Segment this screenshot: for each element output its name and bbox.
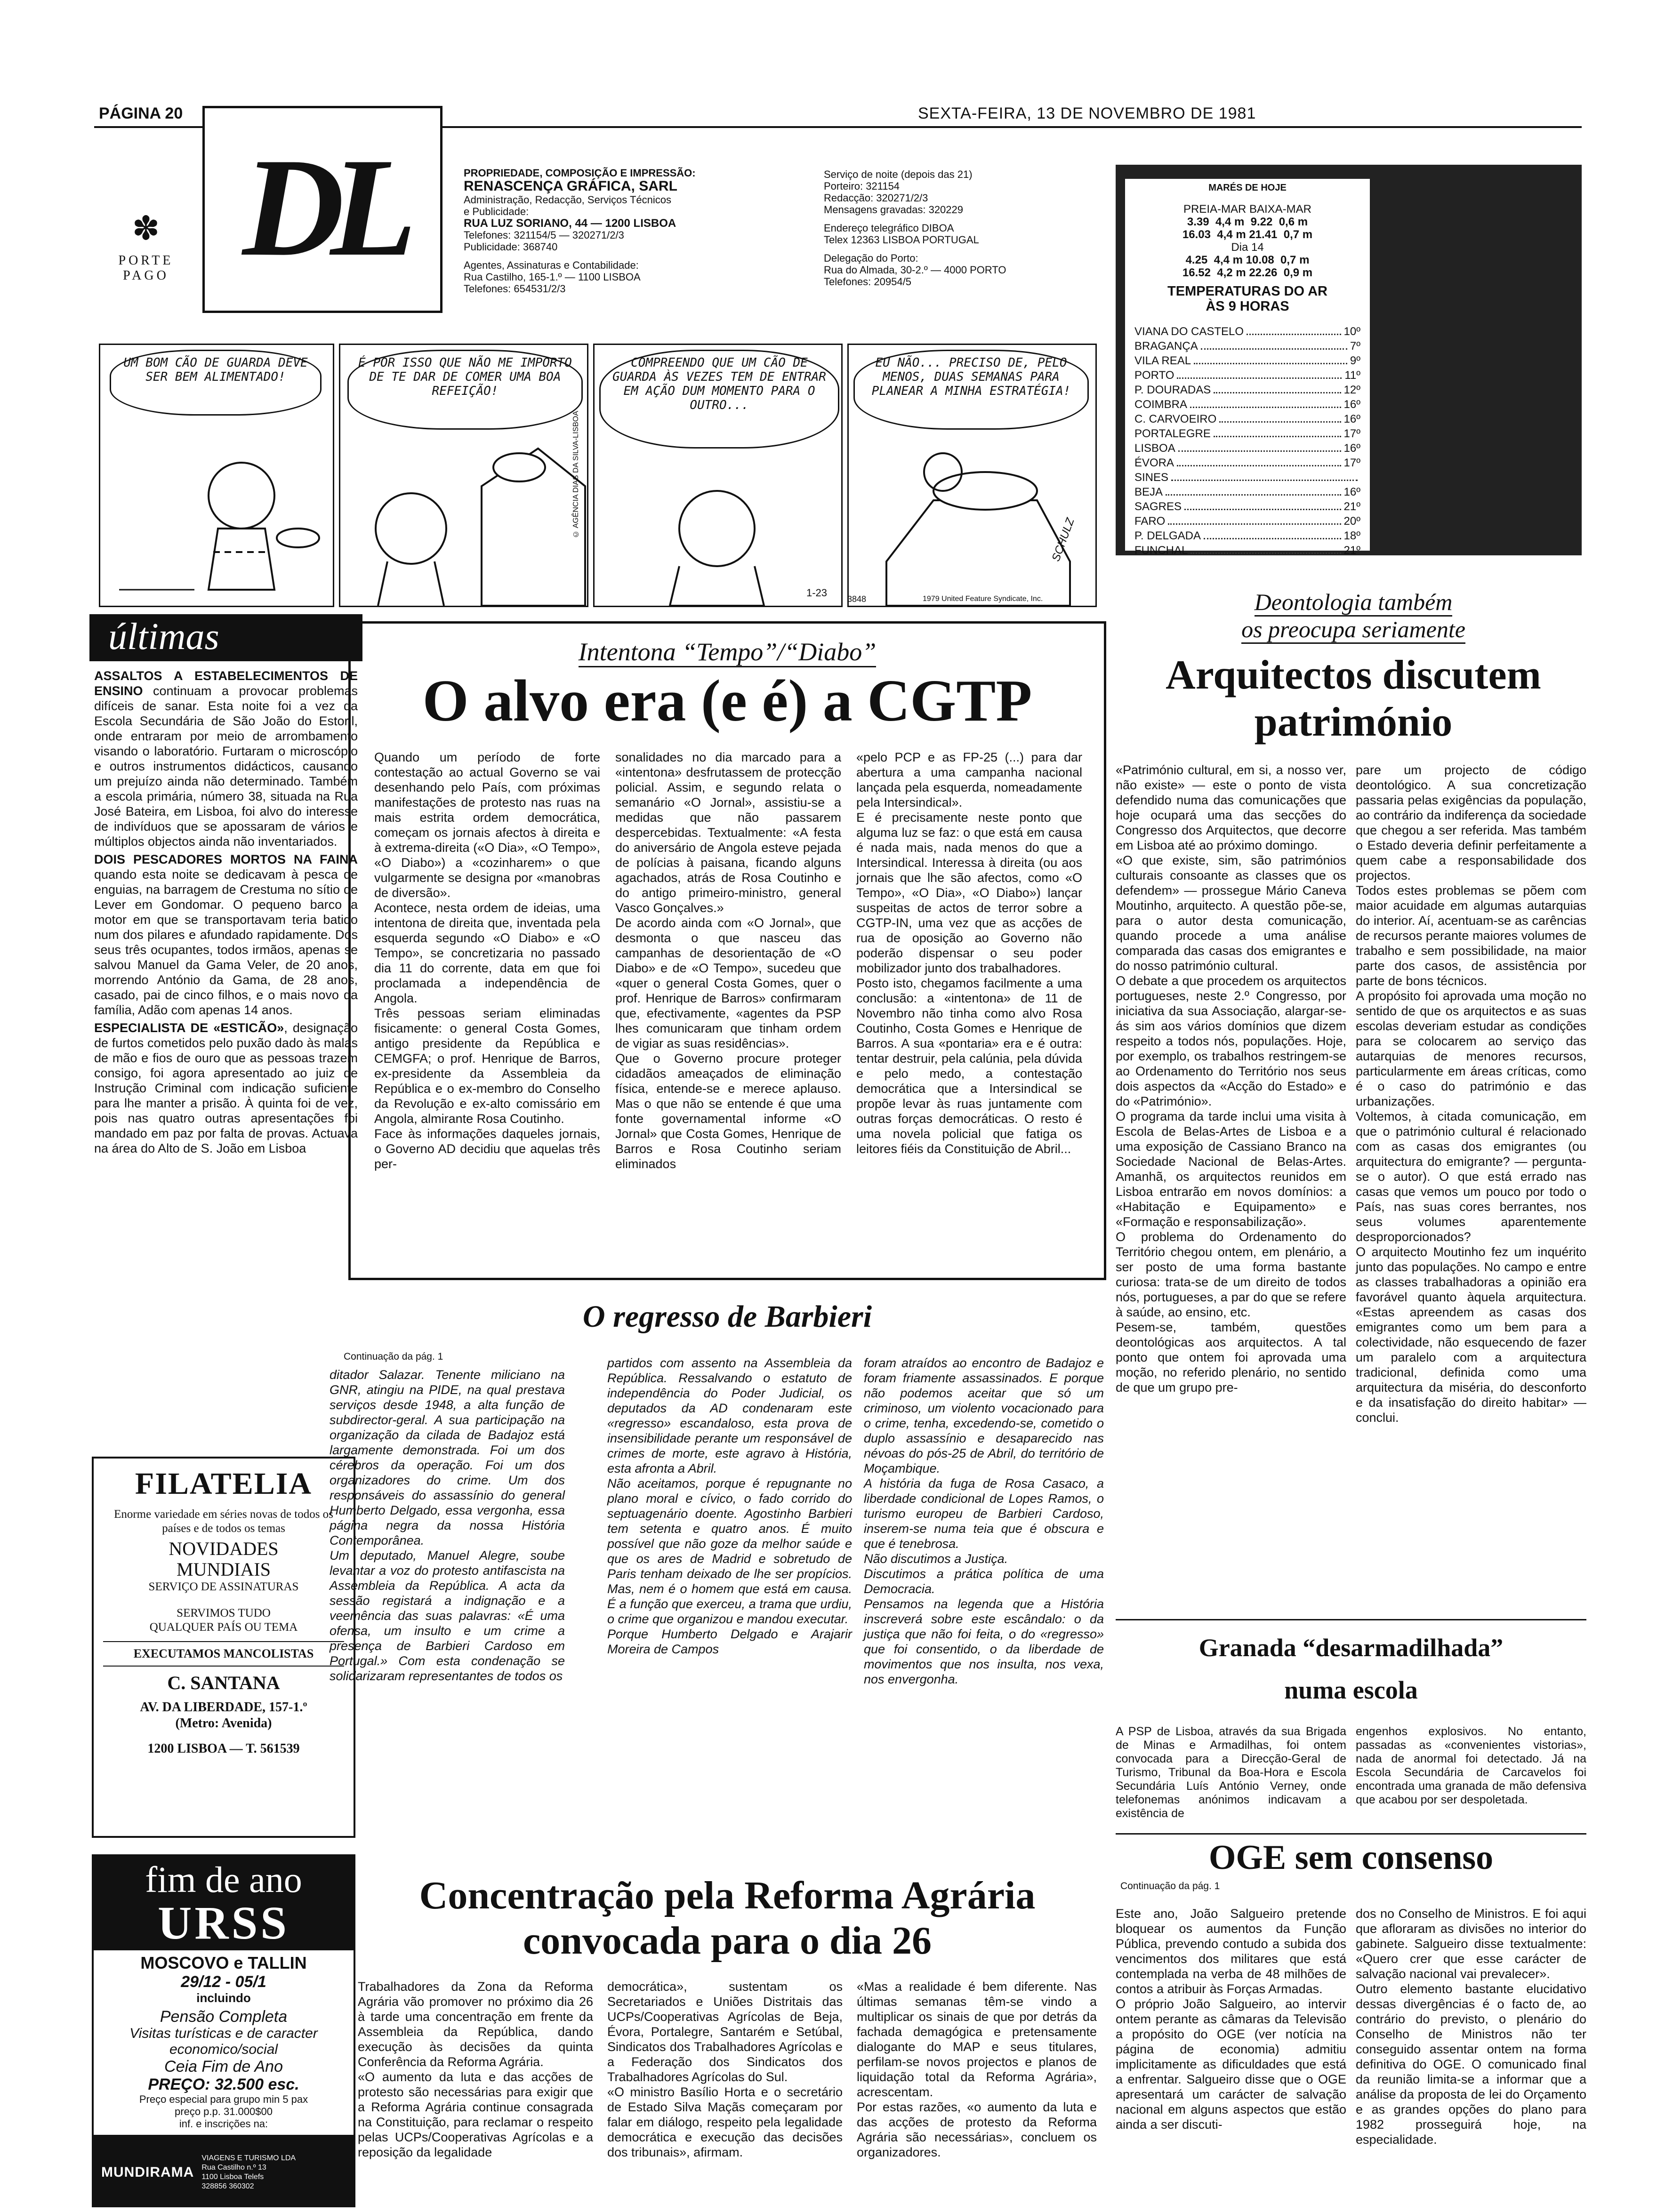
night-service: Serviço de noite (depois das 21) (824, 168, 973, 180)
filatelia-text: MUNDIAIS (177, 1559, 271, 1580)
temp-row: P. DOURADAS 12º (1134, 384, 1360, 396)
filatelia-text: SERVIÇO DE ASSINATURAS (148, 1580, 299, 1593)
admin-line-1: Administração, Redacção, Serviços Técnicos (464, 194, 672, 206)
porto-address: Rua do Almada, 30-2.º — 4000 PORTO (824, 264, 1006, 276)
ultimas-body (94, 668, 358, 1156)
tides-header: PREIA-MAR BAIXA-MAR (1183, 203, 1312, 216)
granada-headline-line-1: Granada “desarmadilhada” (1199, 1634, 1504, 1662)
filatelia-divider (103, 1641, 344, 1642)
filatelia-text: 1200 LISBOA — T. 561539 (147, 1741, 300, 1756)
comic-panel-3 (593, 344, 843, 607)
tide-row: 4.25 4,4 m 10.08 0,7 m (1185, 254, 1310, 266)
agraria-headline-line-2: convocada para o dia 26 (523, 1919, 932, 1963)
comic-panel-2 (339, 344, 588, 607)
filatelia-text: C. SANTANA (167, 1672, 280, 1693)
filatelia-ad (92, 1457, 355, 1838)
filatelia-text: SERVIMOS TUDO (177, 1607, 271, 1619)
speech-bubble: COMPREENDO QUE UM CÃO DE GUARDA ÀS VEZES TEM DE ENTRAR EM AÇÃO DUM MOMENTO PARA O OUTRO... (599, 350, 839, 449)
publicity-line: Publicidade: 368740 (464, 241, 558, 253)
barbieri-col-1: ditador Salazar. Tenente miliciano na GNR, atingiu na PIDE, na qual prestava serviços desde 1948, a alta função de subdirector-geral. A sua participação na organização da cilada de Badajoz está largamente demonstrada. Foi um dos cérebros da operação. Foi um dos organizadores do crime. Um dos responsáveis do assassínio do general Humberto Delgado, essa vergonha, essa página negra da nossa História Contemporânea. Um deputado, Manuel Alegre, soube levantar a voz do protesto antifascista na Assembleia da República. A acta da sessão registará a indignação e a veemência das suas palavras: «É uma ofensa, um insulto e um crime a presença de Barbieri Cardoso em Portugal.» Com esta condenação se solidarizaram representantes de todos os (330, 1368, 565, 1683)
temp-row: PORTO 11º (1134, 369, 1360, 382)
address-line: RUA LUZ SORIANO, 44 — 1200 LISBOA (464, 217, 676, 230)
temp-row: SAGRES 21º (1134, 500, 1360, 513)
urss-text: 29/12 - 05/1 (181, 1973, 266, 1991)
agents-address: Rua Castilho, 165-1.º — 1100 LISBOA (464, 271, 641, 283)
comic-panel-1 (99, 344, 334, 607)
speech-bubble: EU NÃO... PRECISO DE, PELO MENOS, DUAS SEMANAS PARA PLANEAR A MINHA ESTRATÉGIA! (853, 350, 1089, 430)
dl-logo: DL (242, 129, 402, 285)
oge-col-2: dos no Conselho de Ministros. E foi aqui que afloraram as divisões no interior do gabinete. Salgueiro disse textualmente: «Quero crer que esse carácter de salvação nacional vai prevalecer». Outro elemento bastante elucidativo dessas divergências é o facto de, ao contrário do previsto, o plenário do Conselho de Ministros não ter conseguido assentar ontem na forma definitiva do OGE. O comunicado final da reunião limita-se a informar que a análise da proposta de lei do Orçamento e as grandes opções do plano para 1982 prosseguirá hoje, na especialidade. (1356, 1907, 1586, 2147)
cgtp-col-2: sonalidades no dia marcado para a «intentona» desfrutassem de protecção policial. Assim, e segundo relata o semanário «O Jornal», assistiu-se a medidas que não passarem despercebidas. Textualmente: «A festa do aniversário de Angola esteve pejada de polícias à paisana, ficando alguns agachados, atrás de Rosa Coutinho e do antigo primeiro-ministro, general Vasco Gonçalves.» De acordo ainda com «O Jornal», que desmonta o que nasceu das campanhas de desorientação de «O Diabo» e de «O Tempo», sucedeu que «quer o general Costa Gomes, quer o prof. Henrique de Barros» confirmaram que, efectivamente, «agentes da PSP lhes comunicaram que tinham ordem de vigiar as suas residências». Que o Governo procure proteger cidadãos ameaçados de eliminação física, entende-se e merece aplauso. Mas o que não se entende é que uma fonte governamental informe «O Jornal» que Costa Gomes, Henrique de Barros e Rosa Coutinho seriam eliminados (615, 750, 841, 1171)
weather-box (1125, 179, 1370, 557)
cgtp-col-1: Quando um período de forte contestação ao actual Governo se vai desenhando pelo País, com próximas manifestações de protesto nas ruas na mais estrita ordem democrática, começam os jornais afectos à direita e à extrema-direita («O Dia», «O Tempo», «O Diabo») a «cozinharem» o que vulgarmente se designa por «manobras de diversão». Acontece, nesta ordem de ideias, uma intentona de direita que, inventada pela esquerda segundo «O Diabo» e «O Tempo», se concretizaria no passado dia 11 do corrente, data em que foi proclamada a independência de Angola. Três pessoas seriam eliminadas fisicamente: o general Costa Gomes, antigo presidente da República e CEMGFA; o prof. Henrique de Barros, ex-presidente da Assembleia da República e o ex-membro do Conselho da Revolução e ex-alto comissário em Angola, almirante Rosa Coutinho. Face às informações daqueles jornais, o Governo AD decidiu que aquelas três per- (374, 750, 600, 1171)
agents-label: Agentes, Assinaturas e Contabilidade: (464, 259, 639, 271)
ultimas-item: ASSALTOS A ESTABELECIMENTOS DE ENSINO continuam a provocar problemas difíceis de sanar. Esta noite foi a vez da Escola Secundária de São João do Estoril, onde entraram por meio de arrombamento visando o laboratório. Furtaram o microscópio e outros instrumentos didácticos, causando um prejuízo ainda não determinado. Também a escola primária, número 38, situada na Rua José Bateira, em Lisboa, foi alvo do interesse de indivíduos que se apossaram de vários e múltiplos objectos ainda não inventariados. (94, 669, 358, 849)
filatelia-text: NOVIDADES (169, 1538, 279, 1559)
cgtp-col-3: «pelo PCP e as FP-25 (...) para dar abertura a uma campanha nacional lançada pela esquerda, nomeadamente pela Intersindical». E é precisamente neste ponto que alguma luz se faz: o que está em causa é nada mais, nada menos do que a Intersindical. Interessa à direita (ou aos jornais que lhe são afectos, como «O Tempo», «O Dia», «O Diabo») lançar suspeitas de actos de terror sobre a CGTP-IN, uma vez que as acções de rua de oposição ao Governo não poderão dispensar o seu poder mobilizador junto dos trabalhadores. Posto isto, chegamos facilmente a uma conclusão: a «intentona» de 11 de Novembro não tinha como alvo Rosa Coutinho, Costa Gomes e Henrique de Barros. A sua «pontaria» era e é outra: tentar destruir, pela calúnia, pela dúvida e pelo medo, a contestação democrática que a Intersindical se propõe levar às ruas juntamente com outras forças democráticas. O resto é uma novela policial que fatiga os leitores fiéis da Constituição de Abril... (856, 750, 1082, 1156)
temps-subtitle: ÀS 9 HORAS (1206, 299, 1289, 314)
comic-agency-credit: © AGÊNCIA DIAS DA SILVA-LISBOA (572, 411, 580, 538)
arquitectos-col-1: «Património cultural, em si, a nosso ver, não existe» — este o ponto de vista defendido numa das comunicações que hoje ocupará uma das secções do Congresso dos Arquitectos, que decorre em Lisboa até ao próximo domingo. «O que existe, sim, são patrimónios culturais consoante as classes que os defendem» — prossegue Mário Caneva Moutinho, arquitecto. A questão põe-se, para o autor desta comunicação, quando procede a uma análise comparada das casas dos emigrantes e do nosso património cultural. O debate a que procedem os arquitectos portugueses, neste 2.º Congresso, por iniciativa da sua Associação, alargar-se-ás sim aos vários domínios que dizem respeito a todos nós, populações. Hoje, por exemplo, os trabalhos restringem-se ao Ordenamento do Território nos seus dois aspectos da «Acção do Estado» e do «Património». O programa da tarde inclui uma visita à Escola de Belas-Artes de Lisboa e a uma exposição de Cassiano Branco na Sociedade Nacional de Belas-Artes. Amanhã, os arquitectos reunidos em Lisboa entrarão em novos domínios: a «Habitação e Equipamento» e «Formação e responsabilização». O problema do Ordenamento do Território chegou ontem, em plenário, a ser posto de uma forma bastante curiosa: trata-se de um direito de todos nós, portugueses, a par do que se refere à saúde, ao ensino, etc. Pesem-se, também, questões deontológicas aos arquitectos. A tal ponto que ontem foi aprovada uma moção, no referido plenário, no sentido de que um grupo pre- (1116, 763, 1346, 1395)
temp-row: PORTALEGRE 17º (1134, 427, 1360, 440)
arquitectos-headline-line-2: património (1254, 699, 1453, 745)
temp-row: FUNCHAL 21º (1134, 544, 1360, 557)
speech-bubble: UM BOM CÃO DE GUARDA DEVE SER BEM ALIMENTADO! (110, 350, 322, 416)
agents-phone: Telefones: 654531/2/3 (464, 283, 566, 295)
urss-ad (92, 1854, 355, 2207)
comic-signature: SCHULZ (1049, 516, 1077, 563)
telex-line: Telex 12363 LISBOA PORTUGAL (824, 234, 979, 246)
urss-text: PREÇO: 32.500 esc. (148, 2076, 299, 2093)
phones-line: Telefones: 321154/5 — 320271/2/3 (464, 229, 624, 241)
barbieri-continuation: Continuação da pág. 1 (344, 1351, 443, 1362)
tide-row: 16.52 4,2 m 22.26 0,9 m (1182, 266, 1313, 279)
admin-line-2: e Publicidade: (464, 206, 529, 217)
charlie-brown-figure (595, 345, 841, 606)
urss-text: incluindo (196, 1991, 251, 2005)
masthead-contacts (824, 168, 1087, 288)
filatelia-title: FILATELIA (135, 1467, 313, 1501)
crest-icon: ✽ (132, 210, 160, 247)
temp-row: LISBOA 16º (1134, 442, 1360, 455)
barbieri-col-2: partidos com assento na Assembleia da República. Ressalvando o estatuto de independência do Poder Judicial, os deputados da AD condenaram este «regresso» escandaloso, esta prova de insensibilidade perante um responsável de crimes de morte, este agravo à História, esta afronta a Abril. Não aceitamos, porque é repugnante no plano moral e cívico, o fado corrido do septuagenário doente. Agostinho Barbieri tem setenta e quatro anos. É muito possível que não goze da melhor saúde e que os ares de Madrid e sobretudo de Paris tenham deixado de lhe ser propícios. Mas, nem é o homem que está em causa. É a função que exerceu, a trama que urdiu, o crime que organizou e mandou executar. Porque Humberto Delgado e Arajarir Moreira de Campos (607, 1356, 852, 1656)
mundirama-banner (94, 2135, 354, 2207)
charlie-brown-figure (100, 345, 333, 606)
temp-row: SINES (1134, 470, 1360, 485)
urss-banner (94, 1856, 354, 1950)
porto-phone: Telefones: 20954/5 (824, 276, 911, 288)
temp-row: VIANA DO CASTELO 10º (1134, 325, 1360, 338)
temps-title: TEMPERATURAS DO AR (1167, 284, 1327, 299)
masthead-credits (464, 167, 793, 295)
tide-row: 16.03 4,4 m 21.41 0,7 m (1182, 228, 1313, 241)
temps-list (1134, 324, 1360, 558)
temp-row: C. CARVOEIRO 16º (1134, 413, 1360, 425)
ultimas-title: últimas (108, 616, 219, 657)
comic-date-code: 1-23 (806, 587, 827, 599)
agraria-col-1: Trabalhadores da Zona da Reforma Agrária vão promover no próximo dia 26 à tarde uma concentração em frente da Assembleia da República, dando execução às decisões da quinta Conferência da Reforma Agrária. «O aumento da luta e das acções de protesto são necessárias para exigir que a Reforma Agrária continue consagrada na Constituição, para reclamar o respeito pelas UCPs/Cooperativas Agrícolas e a reposição da legalidade (358, 1980, 593, 2159)
temp-row: COIMBRA 16º (1134, 398, 1360, 411)
cgtp-kicker: Intentona “Tempo”/“Diabo” (351, 638, 1104, 666)
arquitectos-headline (1120, 652, 1586, 746)
granada-col-2: engenhos explosivos. No entanto, passadas as «convenientes vistorias», nada de anormal foi detectado. Já na Escola Secundária de Carcavelos foi encontrada uma granada de mão defensiva que acabou por ser despoletada. (1356, 1725, 1586, 1806)
urss-text: preço p.p. 31.000$00 (175, 2106, 273, 2117)
filatelia-text: (Metro: Avenida) (175, 1716, 272, 1731)
ultimas-banner (89, 614, 362, 661)
snoopy-doghouse-figure (849, 345, 1095, 606)
temp-row: P. DELGADA 18º (1134, 529, 1360, 542)
urss-text: inf. e inscrições na: (179, 2118, 268, 2130)
page-number: PÁGINA 20 (99, 104, 183, 122)
arquitectos-col-2: pare um projecto de código deontológico. A sua concretização passaria pelas exigências da população, ao contrário da indiferença da sociedade que chegou a ser referida. Mas também o Estado deveria definir perfeitamente a quem cabe a responsabilidade dos projectos. Todos estes problemas se põem com maior acuidade em algumas autarquias do interior. Aí, acentuam-se as carências de recursos perante maiores volumes de trabalho e sem possibilidade, na maior parte dos casos, de assistência por parte de bons técnicos. A propósito foi aprovada uma moção no sentido de que os arquitectos e as suas escolas deveriam estudar as condições para se colocarem ao serviço das autarquias de menores recursos, particularmente em áreas críticas, como é o caso do património e das urbanizações. Voltemos, à citada comunicação, em que o património cultural é relacionado com as casas dos emigrantes (ou arquitectura do emigrante? — pergunta-se o autor). O que está errado nas casas que vemos um pouco por todo o País, nas suas cores berrantes, nos seus volumes aparentemente desproporcionados? O arquitecto Moutinho fez um inquérito junto das populações. No campo e entre as classes trabalhadoras a opinião era favorável quanto àquela arquitectura. «Estas apreendem as casas dos emigrantes como um bem para a colectividade, não esquecendo de fazer um paralelo com a arquitectura tradicional, definida como uma arquitectura da miséria, do desconforto e da insatisfação do direito habitar» — conclui. (1356, 763, 1586, 1425)
granada-headline-line-2: numa escola (1284, 1676, 1418, 1704)
urss-text: URSS (158, 1897, 290, 1949)
comic-number: 3848 (847, 594, 867, 604)
urss-text: MOSCOVO e TALLIN (140, 1953, 307, 1972)
barbieri-col-3: foram atraídos ao encontro de Badajoz e foram friamente assassinados. E porque não podemos aceitar que só um criminoso, um violento vocacionado para o crime, tenha, excedendo-se, cometido o duplo assassínio e desaparecido nas névoas do pós-25 de Abril, do território de Moçambique. A história da fuga de Rosa Casaco, a liberdade condicional de Lopes Ramos, o turismo europeu de Barbieri Cardoso, inserem-se numa teia que é obscura e que é tenebrosa. Não discutimos a Justiça. Discutimos a prática política de uma Democracia. Pensamos na legenda que a História inscreverá sobre este escândalo: o da justiça que não foi feita, o do «regresso» que foi consentido, o da liberdade de movimentos que nos insulta, nos vexa, nos envergonha. (864, 1356, 1104, 1686)
ultimas-item: DOIS PESCADORES MORTOS NA FAINA quando esta noite se dedicavam à pesca de enguias, na barragem de Crestuma no sítio de Lever em Gondomar. O pequeno barco a motor em que se transportavam teria batido num dos pilares e afundado rapidamente. Dos seus três ocupantes, todos irmãos, apenas se salvou Manuel da Gama Veler, de 20 anos, morrendo António da Gama, de 28 anos, casado, pai de cinco filhos, e o mais novo da família, Adão com apenas 14 anos. (94, 852, 358, 1017)
tides-title: MARÉS DE HOJE (1208, 183, 1287, 193)
filatelia-text: Enorme variedade em séries novas de todos os países e de todos os temas (114, 1508, 333, 1535)
tide-row: 3.39 4,4 m 9.22 0,6 m (1187, 216, 1308, 228)
filatelia-divider (103, 1666, 344, 1667)
redaccao-line: Redacção: 320271/2/3 (824, 192, 928, 204)
mundirama-logo: MUNDIRAMA (101, 2164, 194, 2180)
granada-headline (1116, 1633, 1586, 1705)
temp-row: BEJA 16º (1134, 486, 1360, 498)
mundirama-info: VIAGENS E TURISMO LDA Rua Castilho n.º 13 1100 Lisboa Telefs 328856 360302 (201, 2154, 296, 2190)
page-date: SEXTA-FEIRA, 13 DE NOVEMBRO DE 1981 (918, 104, 1256, 122)
ultimas-item: ESPECIALISTA DE «ESTICÃO», designação de furtos cometidos pelo puxão dado às malas de mão e fios de ouro que as pessoas trazem consigo, foi agora apresentado ao juiz de Instrução Criminal com indicação suficiente para lhe manter a prisão. À quinta foi de vez, pois nas quatro outras apresentações foi mandado em paz por falta de provas. Actuava na área do Alto de S. João em Lisboa (94, 1021, 358, 1155)
comic-copyright: 1979 United Feature Syndicate, Inc. (923, 595, 1043, 603)
porto-label: Delegação do Porto: (824, 252, 918, 264)
agraria-col-2: democrática», sustentam os Secretariados e Uniões Distritais das UCPs/Cooperativas Agrícolas de Beja, Évora, Portalegre, Santarém e Setúbal, Sindicatos dos Trabalhadores Agrícolas e a Federação dos Sindicatos dos Trabalhadores Agrícolas do Sul. «O ministro Basílio Horta e o secretário de Estado Silva Maçãs começaram por falar em diálogo, respeito pela legalidade democrática e execução das decisões dos tribunais», afirmam. (607, 1980, 843, 2159)
barbieri-headline: O regresso de Barbieri (582, 1299, 872, 1334)
temp-row: ÉVORA 17º (1134, 457, 1360, 469)
agraria-col-3: «Mas a realidade é bem diferente. Nas últimas semanas têm-se vindo a multiplicar os sinais de que por detrás da fachada demagógica e pretensamente dialogante do MAP e seus titulares, perfilam-se novos projectos e planos de liquidação total da Reforma Agrária», acrescentam. Por estas razões, «o aumento da luta e das acções de protesto da Reforma Agrária são necessárias», concluem os organizadores. (857, 1980, 1097, 2159)
oge-headline: OGE sem consenso (1208, 1838, 1494, 1877)
tides-table (1134, 203, 1360, 279)
arquitectos-headline-line-1: Arquitectos discutem (1166, 652, 1541, 698)
speech-bubble: É POR ISSO QUE NÃO ME IMPORTO DE TE DAR DE COMER UMA BOA REFEIÇÃO! (347, 350, 583, 430)
owner-name: RENASCENÇA GRÁFICA, SARL (464, 178, 677, 194)
porte-label: PORTE (118, 253, 174, 268)
agraria-headline-line-1: Concentração pela Reforma Agrária (419, 1874, 1036, 1917)
tide-day: Dia 14 (1231, 241, 1264, 254)
messages-line: Mensagens gravadas: 320229 (824, 204, 963, 216)
oge-rule (1116, 1833, 1586, 1835)
urss-text: Preço especial para grupo min 5 pax (139, 2093, 308, 2105)
porte-pago-stamp (113, 212, 179, 283)
urss-text: fim de ano (145, 1859, 302, 1900)
masthead-logo-box (202, 106, 442, 313)
urss-text: Ceia Fim de Ano (164, 2058, 283, 2076)
snoopy-doghouse-figure (340, 345, 587, 606)
temp-row: BRAGANÇA 7º (1134, 340, 1360, 353)
arquitectos-kicker: Deontologia também os preocupa seriamente (1120, 588, 1586, 643)
cgtp-headline: O alvo era (e é) a CGTP (422, 668, 1032, 734)
granada-rule (1116, 1619, 1586, 1620)
telegraph-line: Endereço telegráfico DIBOA (824, 222, 954, 234)
filatelia-text: AV. DA LIBERDADE, 157-1.º (140, 1700, 307, 1715)
filatelia-text: QUALQUER PAÍS OU TEMA (149, 1621, 298, 1634)
oge-col-1: Este ano, João Salgueiro pretende bloquear os aumentos da Função Pública, prevendo contudo a subida dos vencimentos dos militares que está contemplada na verba de 48 milhões de contos a atribuir às Forças Armadas. O próprio João Salgueiro, ao intervir ontem perante as câmaras da Televisão a propósito do OGE (ver notícia na página de economia) admitiu implicitamente as dificuldades que está a enfrentar. Salgueiro disse que o OGE apresentará um carácter de salvação nacional em alguns aspectos que estão ainda a ser discuti- (1116, 1907, 1346, 2132)
oge-continuation: Continuação da pág. 1 (1120, 1881, 1220, 1891)
granada-col-1: A PSP de Lisboa, através da sua Brigada de Minas e Armadilhas, foi ontem convocada para a Direcção-Geral de Turismo, Tribunal da Boa-Hora e Escola Secundária Luís António Verney, onde telefonemas anónimos indicavam a existência de (1116, 1725, 1346, 1820)
comic-panel-4 (847, 344, 1097, 607)
urss-text: Pensão Completa (160, 2008, 288, 2026)
temp-row: FARO 20º (1134, 515, 1360, 528)
porter-line: Porteiro: 321154 (824, 180, 900, 192)
urss-text: Visitas turísticas e de caracter economico/social (129, 2026, 318, 2057)
cgtp-article-box (348, 621, 1106, 1280)
filatelia-text: EXECUTAMOS MANCOLISTAS (133, 1647, 314, 1660)
pago-label: PAGO (123, 268, 169, 283)
agraria-headline (358, 1873, 1097, 1964)
owner-label: PROPRIEDADE, COMPOSIÇÃO E IMPRESSÃO: (464, 167, 696, 179)
temp-row: VILA REAL 9º (1134, 354, 1360, 367)
